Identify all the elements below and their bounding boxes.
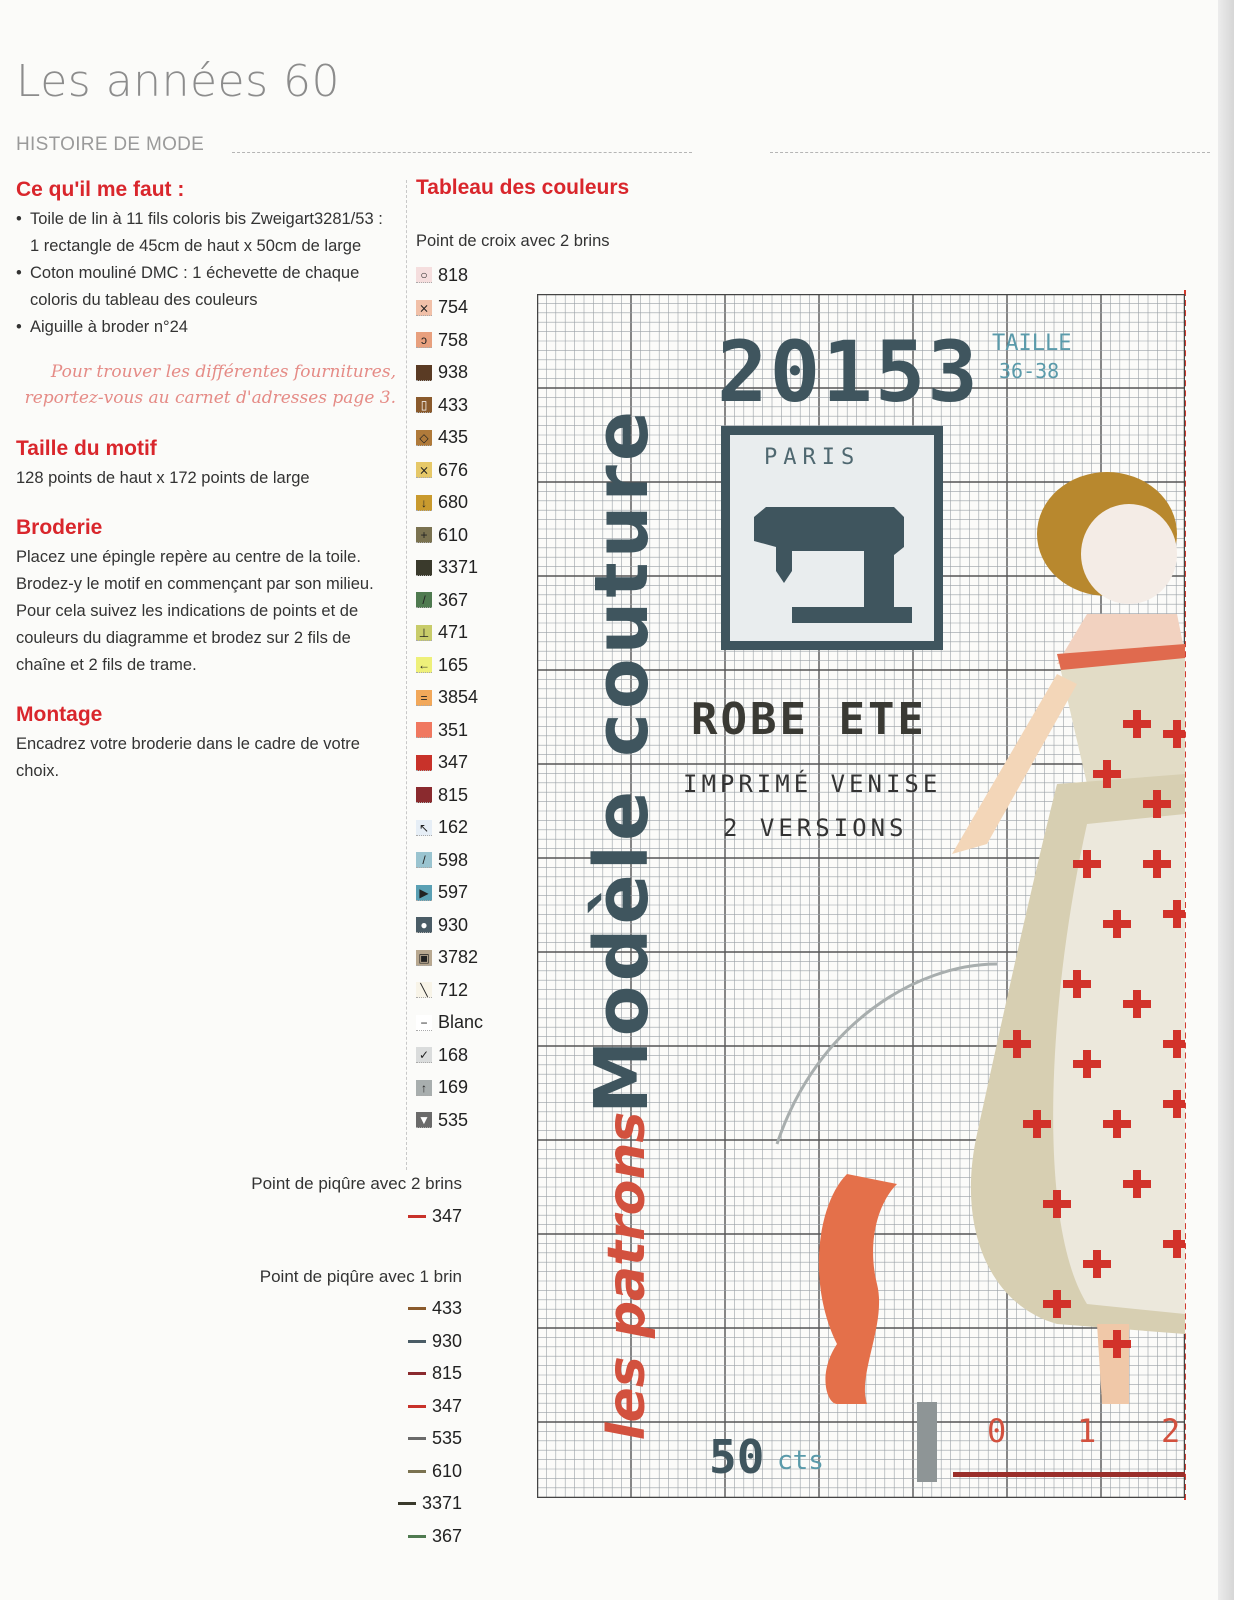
backstitch-line bbox=[408, 1535, 426, 1538]
legend-row bbox=[416, 292, 536, 325]
backstitch-code: 610 bbox=[431, 1460, 462, 1481]
column-divider bbox=[406, 180, 407, 1170]
instructions-column bbox=[16, 178, 396, 785]
ruler bbox=[917, 1402, 1185, 1482]
legend-row bbox=[416, 259, 536, 292]
color-swatch: ○ bbox=[416, 267, 432, 283]
requirement-item: • Toile de lin à 11 fils coloris bis Zweigart3281/53 : 1 rectangle de 45cm de haut x 50cm de large bbox=[16, 206, 396, 260]
color-swatch: ⨯ bbox=[416, 300, 432, 316]
color-code: 930 bbox=[438, 914, 469, 935]
backstitch-line bbox=[408, 1307, 426, 1310]
color-swatch: ← bbox=[418, 658, 430, 673]
legend-row bbox=[416, 714, 536, 747]
embroidery-heading: Broderie bbox=[16, 516, 103, 539]
legend-row bbox=[416, 974, 536, 1007]
vertical-title: Modèle couture bbox=[579, 406, 665, 1114]
legend-row bbox=[416, 877, 536, 910]
backstitch-line bbox=[408, 1437, 426, 1440]
dress-title: ROBE ETE bbox=[691, 694, 927, 745]
backstitch-code: 535 bbox=[431, 1428, 462, 1449]
backstitch-code: 347 bbox=[431, 1205, 462, 1226]
dress-cross bbox=[1123, 1170, 1151, 1198]
legend-row bbox=[416, 357, 536, 390]
color-code: 598 bbox=[438, 849, 469, 870]
color-swatch: ▯ bbox=[416, 397, 432, 413]
backstitch-line bbox=[408, 1372, 426, 1375]
color-swatch: ↖ bbox=[416, 820, 432, 836]
color-swatch bbox=[416, 365, 432, 381]
color-code: 3371 bbox=[438, 557, 479, 578]
backstitch-row bbox=[251, 1293, 462, 1326]
legend-row bbox=[416, 584, 536, 617]
requirement-item: • Coton mouliné DMC : 1 échevette de chaque coloris du tableau des couleurs bbox=[16, 260, 396, 314]
color-code: 610 bbox=[438, 524, 469, 545]
backstitch-code: 3371 bbox=[421, 1493, 462, 1514]
legend-row bbox=[416, 552, 536, 585]
dress-cross bbox=[1023, 1110, 1051, 1138]
color-code: 676 bbox=[438, 459, 469, 480]
ruler-base bbox=[953, 1472, 1185, 1477]
backstitch-line bbox=[408, 1215, 426, 1218]
color-code: 165 bbox=[438, 654, 469, 675]
cross-stitch-legend bbox=[416, 259, 536, 1137]
color-swatch: = bbox=[416, 690, 432, 706]
versions-text: 2 VERSIONS bbox=[723, 814, 908, 842]
legend-row bbox=[416, 844, 536, 877]
color-code: 815 bbox=[438, 784, 469, 805]
dress-polka-dots bbox=[757, 444, 1185, 1404]
backstitch-legend bbox=[251, 1168, 462, 1553]
ruler-mark: 2 bbox=[1161, 1412, 1181, 1450]
backstitch-line bbox=[408, 1405, 426, 1408]
dress-cross bbox=[1103, 910, 1131, 938]
color-code: 347 bbox=[438, 752, 469, 773]
backstitch-line bbox=[408, 1340, 426, 1343]
price-unit: cts bbox=[777, 1446, 824, 1476]
motif-size-text: 128 points de haut x 172 points de large bbox=[16, 469, 310, 487]
color-swatch bbox=[416, 755, 432, 771]
backstitch-1-label: Point de piqûre avec 1 brin bbox=[259, 1266, 462, 1286]
color-code: 680 bbox=[438, 492, 469, 513]
legend-row bbox=[416, 454, 536, 487]
color-code: 3854 bbox=[438, 687, 479, 708]
backstitch-row bbox=[251, 1358, 462, 1391]
ruler-end bbox=[917, 1402, 937, 1482]
color-swatch: ↄ bbox=[416, 332, 432, 348]
pattern-number: 20153 bbox=[717, 323, 980, 421]
mounting-heading: Montage bbox=[16, 703, 103, 726]
color-code: 712 bbox=[438, 979, 469, 1000]
dress-cross bbox=[1043, 1190, 1071, 1218]
legend-row bbox=[416, 1072, 536, 1105]
backstitch-row bbox=[251, 1488, 462, 1521]
backstitch-2-label: Point de piqûre avec 2 brins bbox=[251, 1174, 462, 1193]
color-swatch: ▶ bbox=[416, 885, 432, 901]
backstitch-row bbox=[251, 1390, 462, 1423]
color-swatch: ↓ bbox=[416, 495, 432, 511]
color-swatch: ╲ bbox=[416, 982, 432, 998]
backstitch-code: 930 bbox=[431, 1330, 462, 1351]
requirements-list bbox=[16, 206, 396, 341]
backstitch-2-list bbox=[251, 1200, 462, 1233]
color-swatch: ▣ bbox=[416, 950, 432, 966]
backstitch-row bbox=[251, 1520, 462, 1553]
backstitch-line bbox=[398, 1502, 416, 1505]
color-code: 162 bbox=[438, 817, 469, 838]
ruler-mark: 0 bbox=[987, 1412, 1007, 1450]
dress-cross bbox=[1163, 1090, 1185, 1118]
page-subtitle: HISTOIRE DE MODE bbox=[16, 134, 205, 155]
color-code: 471 bbox=[438, 622, 469, 643]
color-code: Blanc bbox=[438, 1012, 484, 1033]
dress-cross bbox=[1123, 990, 1151, 1018]
color-swatch: ● bbox=[416, 917, 432, 933]
color-code: 169 bbox=[438, 1077, 469, 1098]
color-swatch: ↑ bbox=[416, 1080, 432, 1096]
supplies-note: Pour trouver les différentes fournitures, reportez-vous au carnet d'adresses page 3. bbox=[24, 362, 396, 408]
legend-row bbox=[416, 389, 536, 422]
color-code: 168 bbox=[438, 1044, 469, 1065]
mounting-text: Encadrez votre broderie dans le cadre de votre choix. bbox=[16, 735, 360, 780]
dress-cross bbox=[1043, 1290, 1071, 1318]
legend-row bbox=[416, 747, 536, 780]
backstitch-row bbox=[251, 1325, 462, 1358]
dress-cross bbox=[1003, 1030, 1031, 1058]
color-swatch: ◇ bbox=[416, 430, 432, 446]
backstitch-line bbox=[408, 1470, 426, 1473]
color-swatch: ⊥ bbox=[416, 625, 432, 641]
legend-row bbox=[416, 812, 536, 845]
price-value: 50 bbox=[709, 1430, 765, 1484]
header-divider-right bbox=[770, 152, 1210, 153]
dress-cross bbox=[1103, 1330, 1131, 1358]
color-code: 367 bbox=[438, 589, 469, 610]
color-swatch bbox=[416, 560, 432, 576]
legend-row bbox=[416, 909, 536, 942]
motif-size-heading: Taille du motif bbox=[16, 437, 157, 460]
legend-row bbox=[416, 487, 536, 520]
color-code: 938 bbox=[438, 362, 469, 383]
dress-cross bbox=[1083, 1250, 1111, 1278]
print-text: IMPRIMÉ VENISE bbox=[683, 770, 942, 798]
dress-cross bbox=[1073, 850, 1101, 878]
color-swatch: ⨯ bbox=[416, 462, 432, 478]
ruler-mark: 1 bbox=[1077, 1412, 1097, 1450]
legend-row bbox=[416, 324, 536, 357]
backstitch-code: 815 bbox=[431, 1363, 462, 1384]
legend-row bbox=[416, 519, 536, 552]
legend-row bbox=[416, 1039, 536, 1072]
color-swatch: + bbox=[416, 527, 432, 543]
color-swatch: ▼ bbox=[416, 1112, 432, 1128]
color-code: 754 bbox=[438, 297, 469, 318]
color-code: 818 bbox=[438, 264, 469, 285]
backstitch-code: 433 bbox=[431, 1298, 462, 1319]
color-swatch bbox=[416, 787, 432, 803]
size-value: 36-38 bbox=[999, 359, 1060, 383]
vertical-subtitle: les patrons bbox=[597, 1111, 657, 1441]
dress-cross bbox=[1163, 1030, 1185, 1058]
legend-row bbox=[416, 942, 536, 975]
color-code: 597 bbox=[438, 882, 469, 903]
color-code: 433 bbox=[438, 394, 469, 415]
dress-cross bbox=[1103, 1110, 1131, 1138]
legend-row bbox=[416, 422, 536, 455]
color-code: 758 bbox=[438, 329, 469, 350]
backstitch-row bbox=[251, 1200, 462, 1233]
color-swatch: / bbox=[416, 592, 432, 608]
dress-cross bbox=[1143, 790, 1171, 818]
color-swatch: − bbox=[416, 1015, 432, 1031]
requirement-item: • Aiguille à broder n°24 bbox=[16, 314, 396, 341]
requirements-heading: Ce qu'il me faut : bbox=[16, 178, 185, 201]
color-code: 435 bbox=[438, 427, 469, 448]
dress-cross bbox=[1093, 760, 1121, 788]
color-code: 3782 bbox=[438, 947, 479, 968]
color-code: 351 bbox=[438, 719, 469, 740]
color-swatch bbox=[416, 722, 432, 738]
color-swatch: ✓ bbox=[416, 1047, 432, 1063]
cross-stitch-chart bbox=[537, 294, 1185, 1498]
dress-cross bbox=[1163, 900, 1185, 928]
color-code: 535 bbox=[438, 1109, 469, 1130]
dress-cross bbox=[1123, 710, 1151, 738]
color-swatch: / bbox=[416, 852, 432, 868]
backstitch-row bbox=[251, 1423, 462, 1456]
brand-text: PARIS bbox=[764, 445, 861, 470]
size-label: TAILLE bbox=[992, 331, 1072, 356]
dress-cross bbox=[1143, 850, 1171, 878]
backstitch-code: 367 bbox=[431, 1525, 462, 1546]
backstitch-row bbox=[251, 1455, 462, 1488]
legend-row bbox=[416, 1007, 536, 1040]
legend-row bbox=[416, 779, 536, 812]
embroidery-text: Placez une épingle repère au centre de la toile. Brodez-y le motif en commençant par son milieu. Pour cela suivez les indications de points et de couleurs du diagramme et brodez sur 2 fils de chaîne et 2 fils de trame. bbox=[16, 548, 374, 674]
dress-cross bbox=[1163, 1230, 1185, 1258]
page-edge bbox=[1218, 0, 1234, 1600]
page-title: Les années 60 bbox=[16, 56, 340, 107]
dress-cross bbox=[1063, 970, 1091, 998]
dress-cross bbox=[1163, 720, 1185, 748]
color-table-heading: Tableau des couleurs bbox=[416, 176, 630, 199]
cross-stitch-label: Point de croix avec 2 brins bbox=[416, 232, 610, 250]
backstitch-code: 347 bbox=[431, 1395, 462, 1416]
backstitch-1-list bbox=[251, 1293, 462, 1553]
legend-row bbox=[416, 617, 536, 650]
legend-row bbox=[416, 1104, 536, 1137]
legend-row bbox=[416, 649, 536, 682]
legend-row bbox=[416, 682, 536, 715]
header-divider bbox=[232, 152, 692, 153]
dress-cross bbox=[1073, 1050, 1101, 1078]
